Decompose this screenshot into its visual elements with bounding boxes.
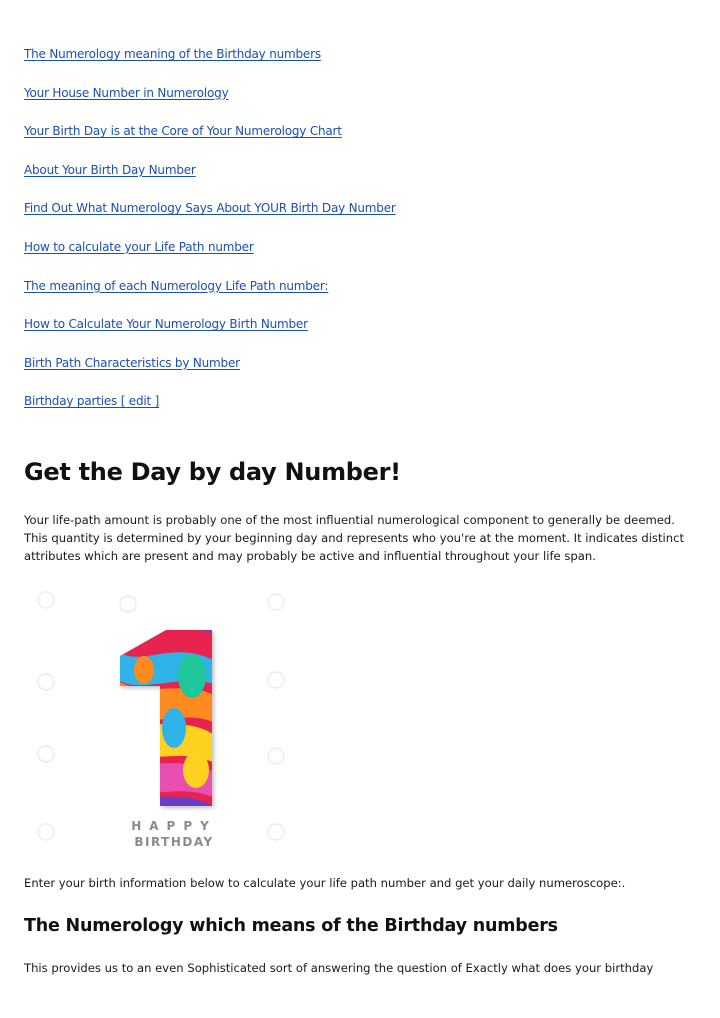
toc-link-find-out-birth-day-number[interactable]: Find Out What Numerology Says About YOUR Birth Day Number — [24, 201, 396, 216]
toc-link-birth-day-core[interactable]: Your Birth Day is at the Core of Your Numerology Chart — [24, 124, 342, 139]
intro-paragraph: Your life-path amount is probably one of the most influential numerological component to generally be deemed. This quantity is determined by your beginning day and represents who you're at the moment. It indicates distinct attributes which are present and may probably be active and influential throughout your life span. — [24, 513, 684, 563]
toc-link-birth-path-characteristics[interactable]: Birth Path Characteristics by Number — [24, 355, 240, 370]
toc-link-birthday-parties[interactable]: Birthday parties [ edit ] — [24, 394, 160, 409]
toc-link-about-birth-day-number[interactable]: About Your Birth Day Number — [24, 162, 196, 177]
cta-paragraph: Enter your birth information below to calculate your life path number and get your daily numeroscope:. — [24, 876, 626, 890]
section-heading: The Numerology which means of the Birthday numbers — [24, 916, 558, 936]
section-paragraph: This provides us to an even Sophisticated sort of answering the question of Exactly what does your birthday — [24, 961, 654, 975]
toc-link-house-number[interactable]: Your House Number in Numerology — [24, 85, 229, 100]
toc-link-calculate-birth-number[interactable]: How to Calculate Your Numerology Birth Number — [24, 317, 308, 332]
toc-link-calculate-life-path[interactable]: How to calculate your Life Path number — [24, 239, 254, 254]
birthday-text: BIRTHDAY — [134, 835, 214, 849]
happy-text: HAPPY — [131, 819, 217, 833]
toc-link-life-path-meanings[interactable]: The meaning of each Numerology Life Path number: — [24, 278, 329, 293]
toc-link-birthday-numbers-meaning[interactable]: The Numerology meaning of the Birthday numbers — [24, 47, 321, 61]
table-of-contents — [24, 46, 696, 432]
happy-birthday-number-one-image — [24, 578, 324, 858]
page-title: Get the Day by day Number! — [24, 458, 401, 486]
